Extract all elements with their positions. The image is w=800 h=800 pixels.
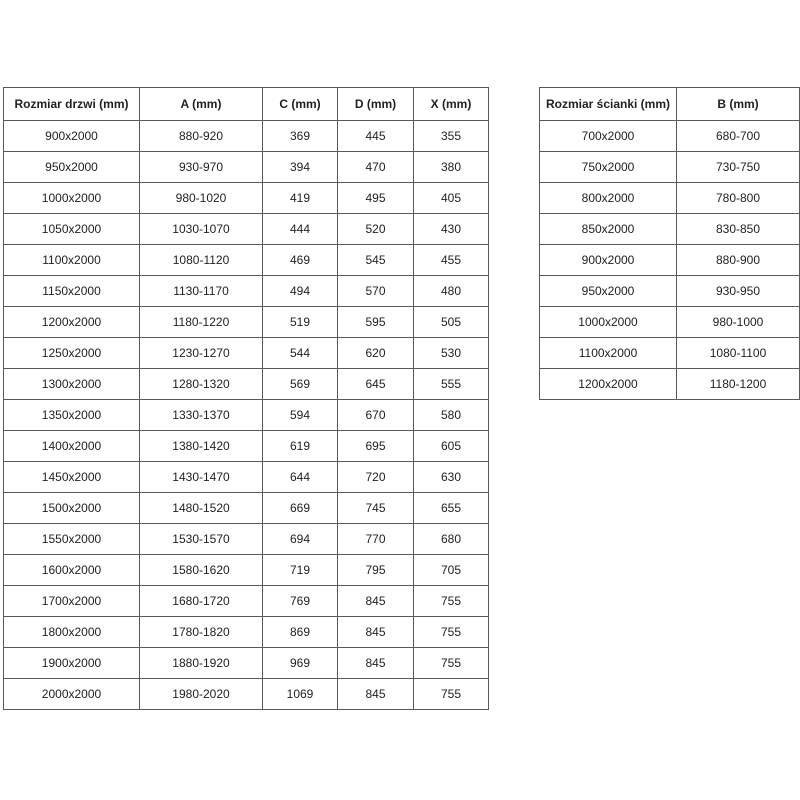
table-cell: 1180-1220 xyxy=(140,307,263,338)
table-cell: 444 xyxy=(263,214,338,245)
table-row xyxy=(540,276,800,307)
wall-table-header-size: Rozmiar ścianki (mm) xyxy=(540,88,677,121)
table-cell: 1230-1270 xyxy=(140,338,263,369)
table-cell: 2000x2000 xyxy=(4,679,140,710)
table-cell: 419 xyxy=(263,183,338,214)
table-cell: 845 xyxy=(338,617,414,648)
table-cell: 930-950 xyxy=(677,276,800,307)
table-row xyxy=(4,307,489,338)
wall-size-table xyxy=(539,87,800,400)
table-row xyxy=(4,245,489,276)
table-cell: 555 xyxy=(414,369,489,400)
table-cell: 830-850 xyxy=(677,214,800,245)
table-cell: 880-900 xyxy=(677,245,800,276)
table-cell: 680 xyxy=(414,524,489,555)
table-cell: 505 xyxy=(414,307,489,338)
table-cell: 770 xyxy=(338,524,414,555)
table-cell: 950x2000 xyxy=(540,276,677,307)
table-row xyxy=(540,245,800,276)
table-cell: 869 xyxy=(263,617,338,648)
table-cell: 1069 xyxy=(263,679,338,710)
table-cell: 800x2000 xyxy=(540,183,677,214)
table-cell: 1200x2000 xyxy=(540,369,677,400)
table-row xyxy=(4,617,489,648)
table-cell: 705 xyxy=(414,555,489,586)
table-cell: 580 xyxy=(414,400,489,431)
table-cell: 1680-1720 xyxy=(140,586,263,617)
table-cell: 569 xyxy=(263,369,338,400)
table-cell: 900x2000 xyxy=(540,245,677,276)
table-row xyxy=(4,276,489,307)
table-cell: 769 xyxy=(263,586,338,617)
table-cell: 1050x2000 xyxy=(4,214,140,245)
table-cell: 695 xyxy=(338,431,414,462)
table-cell: 355 xyxy=(414,121,489,152)
table-row xyxy=(540,369,800,400)
table-cell: 1880-1920 xyxy=(140,648,263,679)
table-cell: 1450x2000 xyxy=(4,462,140,493)
table-cell: 644 xyxy=(263,462,338,493)
table-cell: 1780-1820 xyxy=(140,617,263,648)
table-cell: 469 xyxy=(263,245,338,276)
table-cell: 1700x2000 xyxy=(4,586,140,617)
table-row xyxy=(540,338,800,369)
table-cell: 700x2000 xyxy=(540,121,677,152)
table-cell: 544 xyxy=(263,338,338,369)
table-cell: 495 xyxy=(338,183,414,214)
table-row xyxy=(4,183,489,214)
table-cell: 720 xyxy=(338,462,414,493)
door-table-header-x: X (mm) xyxy=(414,88,489,121)
door-table-body xyxy=(4,121,489,710)
table-cell: 545 xyxy=(338,245,414,276)
table-cell: 405 xyxy=(414,183,489,214)
table-row xyxy=(4,555,489,586)
door-table-header-size: Rozmiar drzwi (mm) xyxy=(4,88,140,121)
table-cell: 1600x2000 xyxy=(4,555,140,586)
table-cell: 430 xyxy=(414,214,489,245)
table-cell: 369 xyxy=(263,121,338,152)
table-cell: 1030-1070 xyxy=(140,214,263,245)
table-cell: 1150x2000 xyxy=(4,276,140,307)
table-cell: 1180-1200 xyxy=(677,369,800,400)
table-cell: 455 xyxy=(414,245,489,276)
table-cell: 930-970 xyxy=(140,152,263,183)
table-row xyxy=(4,462,489,493)
table-cell: 519 xyxy=(263,307,338,338)
table-cell: 1300x2000 xyxy=(4,369,140,400)
table-cell: 950x2000 xyxy=(4,152,140,183)
door-table-header-c: C (mm) xyxy=(263,88,338,121)
door-table-header-d: D (mm) xyxy=(338,88,414,121)
table-cell: 570 xyxy=(338,276,414,307)
table-cell: 1280-1320 xyxy=(140,369,263,400)
table-row xyxy=(4,648,489,679)
table-row xyxy=(4,679,489,710)
table-row xyxy=(4,431,489,462)
table-cell: 1900x2000 xyxy=(4,648,140,679)
table-cell: 850x2000 xyxy=(540,214,677,245)
table-cell: 1500x2000 xyxy=(4,493,140,524)
door-table-header-row xyxy=(4,88,489,121)
table-row xyxy=(540,307,800,338)
table-row xyxy=(4,338,489,369)
table-cell: 745 xyxy=(338,493,414,524)
table-cell: 1800x2000 xyxy=(4,617,140,648)
wall-table-header-row xyxy=(540,88,800,121)
table-cell: 645 xyxy=(338,369,414,400)
table-cell: 630 xyxy=(414,462,489,493)
table-cell: 719 xyxy=(263,555,338,586)
table-cell: 755 xyxy=(414,648,489,679)
table-cell: 1350x2000 xyxy=(4,400,140,431)
table-cell: 880-920 xyxy=(140,121,263,152)
table-cell: 1000x2000 xyxy=(540,307,677,338)
table-cell: 845 xyxy=(338,679,414,710)
table-cell: 845 xyxy=(338,648,414,679)
table-cell: 1100x2000 xyxy=(540,338,677,369)
table-cell: 530 xyxy=(414,338,489,369)
table-cell: 670 xyxy=(338,400,414,431)
door-table-header-a: A (mm) xyxy=(140,88,263,121)
table-cell: 1100x2000 xyxy=(4,245,140,276)
table-cell: 980-1000 xyxy=(677,307,800,338)
table-cell: 1080-1120 xyxy=(140,245,263,276)
table-cell: 470 xyxy=(338,152,414,183)
table-row xyxy=(540,121,800,152)
table-cell: 750x2000 xyxy=(540,152,677,183)
table-cell: 520 xyxy=(338,214,414,245)
table-row xyxy=(4,369,489,400)
table-row xyxy=(540,183,800,214)
table-cell: 669 xyxy=(263,493,338,524)
table-cell: 1430-1470 xyxy=(140,462,263,493)
table-cell: 1330-1370 xyxy=(140,400,263,431)
table-cell: 445 xyxy=(338,121,414,152)
table-cell: 494 xyxy=(263,276,338,307)
table-cell: 394 xyxy=(263,152,338,183)
table-cell: 1550x2000 xyxy=(4,524,140,555)
wall-table-body xyxy=(540,121,800,400)
table-row xyxy=(540,152,800,183)
table-cell: 1380-1420 xyxy=(140,431,263,462)
wall-table-header-b: B (mm) xyxy=(677,88,800,121)
table-cell: 780-800 xyxy=(677,183,800,214)
table-cell: 694 xyxy=(263,524,338,555)
table-cell: 605 xyxy=(414,431,489,462)
table-cell: 1580-1620 xyxy=(140,555,263,586)
table-row xyxy=(4,524,489,555)
table-cell: 655 xyxy=(414,493,489,524)
table-cell: 619 xyxy=(263,431,338,462)
table-cell: 480 xyxy=(414,276,489,307)
table-cell: 1480-1520 xyxy=(140,493,263,524)
table-cell: 795 xyxy=(338,555,414,586)
table-cell: 1400x2000 xyxy=(4,431,140,462)
table-cell: 730-750 xyxy=(677,152,800,183)
table-cell: 1980-2020 xyxy=(140,679,263,710)
table-cell: 1000x2000 xyxy=(4,183,140,214)
table-row xyxy=(4,493,489,524)
table-cell: 845 xyxy=(338,586,414,617)
table-cell: 1200x2000 xyxy=(4,307,140,338)
table-cell: 594 xyxy=(263,400,338,431)
table-row xyxy=(4,152,489,183)
table-cell: 680-700 xyxy=(677,121,800,152)
table-row xyxy=(4,121,489,152)
table-cell: 969 xyxy=(263,648,338,679)
table-cell: 1250x2000 xyxy=(4,338,140,369)
table-cell: 1080-1100 xyxy=(677,338,800,369)
table-row xyxy=(4,586,489,617)
table-cell: 620 xyxy=(338,338,414,369)
table-cell: 595 xyxy=(338,307,414,338)
table-cell: 1130-1170 xyxy=(140,276,263,307)
door-size-table xyxy=(3,87,489,710)
table-row xyxy=(4,400,489,431)
table-cell: 755 xyxy=(414,586,489,617)
table-cell: 755 xyxy=(414,617,489,648)
table-cell: 380 xyxy=(414,152,489,183)
table-row xyxy=(540,214,800,245)
table-cell: 900x2000 xyxy=(4,121,140,152)
table-cell: 755 xyxy=(414,679,489,710)
table-row xyxy=(4,214,489,245)
table-cell: 980-1020 xyxy=(140,183,263,214)
table-cell: 1530-1570 xyxy=(140,524,263,555)
